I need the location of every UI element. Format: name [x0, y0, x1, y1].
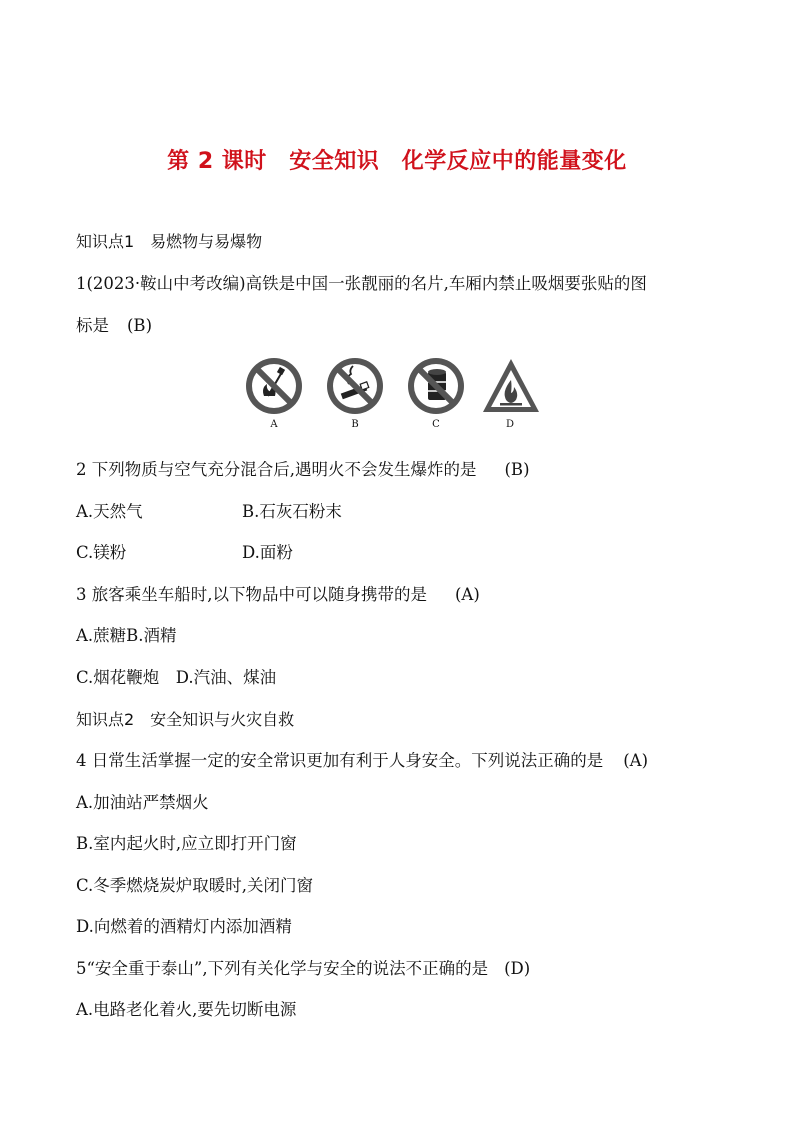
no-fuel-drum-icon: [406, 356, 466, 416]
q3-options-ab: A.蔗糖B.酒精: [76, 626, 177, 645]
question-1-stem-end: 标是: [76, 316, 109, 335]
sign-d: [480, 356, 540, 436]
q4-option-b: B.室内起火时,应立即打开门窗: [76, 834, 297, 853]
no-smoking-icon: [325, 356, 385, 416]
flammable-warning-icon: [480, 356, 542, 416]
question-4-stem: [76, 753, 648, 770]
q5-option-a: A.电路老化着火,要先切断电源: [76, 1000, 297, 1019]
question-3-text: 3 旅客乘坐车船时,以下物品中可以随身携带的是: [76, 585, 427, 604]
question-1-line-2: [76, 318, 152, 335]
question-2-text: 2 下列物质与空气充分混合后,遇明火不会发生爆炸的是: [76, 460, 477, 479]
q4-option-d: D.向燃着的酒精灯内添加酒精: [76, 917, 292, 936]
question-4-answer: (A): [623, 751, 649, 770]
sign-b: [325, 356, 385, 436]
section-heading-1: 知识点1 易燃物与易爆物: [76, 232, 263, 251]
q2-option-d: D.面粉: [242, 543, 293, 562]
question-4-text: 4 日常生活掌握一定的安全常识更加有利于人身安全。下列说法正确的是: [76, 751, 604, 770]
q2-option-a: A.天然气: [76, 502, 143, 521]
question-3-answer: (A): [455, 585, 480, 604]
page-title: 第 2 课时 安全知识 化学反应中的能量变化: [167, 149, 627, 174]
safety-signs-row: [244, 356, 544, 436]
q3-options-cd: C.烟花鞭炮 D.汽油、煤油: [76, 668, 277, 687]
q2-option-c: C.镁粉: [76, 543, 127, 562]
question-2-stem: [76, 462, 530, 479]
sign-a: [244, 356, 304, 436]
q4-option-c: C.冬季燃烧炭炉取暖时,关闭门窗: [76, 876, 314, 895]
q4-option-a: A.加油站严禁烟火: [76, 793, 209, 812]
sign-c: [406, 356, 466, 436]
sign-a-label: A: [270, 419, 278, 430]
question-3-stem: [76, 587, 480, 604]
question-2-answer: (B): [504, 460, 530, 479]
question-5-answer: (D): [504, 959, 531, 978]
section-heading-2: 知识点2 安全知识与火灾自救: [76, 710, 295, 729]
question-2-options-row-1: [76, 504, 476, 521]
sign-c-label: C: [432, 419, 440, 430]
q2-option-b: B.石灰石粉末: [242, 502, 342, 521]
sign-b-label: B: [351, 419, 359, 430]
question-2-options-row-2: [76, 545, 476, 562]
sign-d-label: D: [505, 419, 515, 430]
question-5-text: 5“安全重于泰山”,下列有关化学与安全的说法不正确的是: [76, 959, 489, 978]
question-1-answer: (B): [127, 316, 152, 335]
question-5-stem: [76, 961, 530, 978]
no-matches-icon: [244, 356, 304, 416]
question-1-line-1: 1(2023·鞍山中考改编)高铁是中国一张靓丽的名片,车厢内禁止吸烟要张贴的图: [76, 274, 647, 293]
